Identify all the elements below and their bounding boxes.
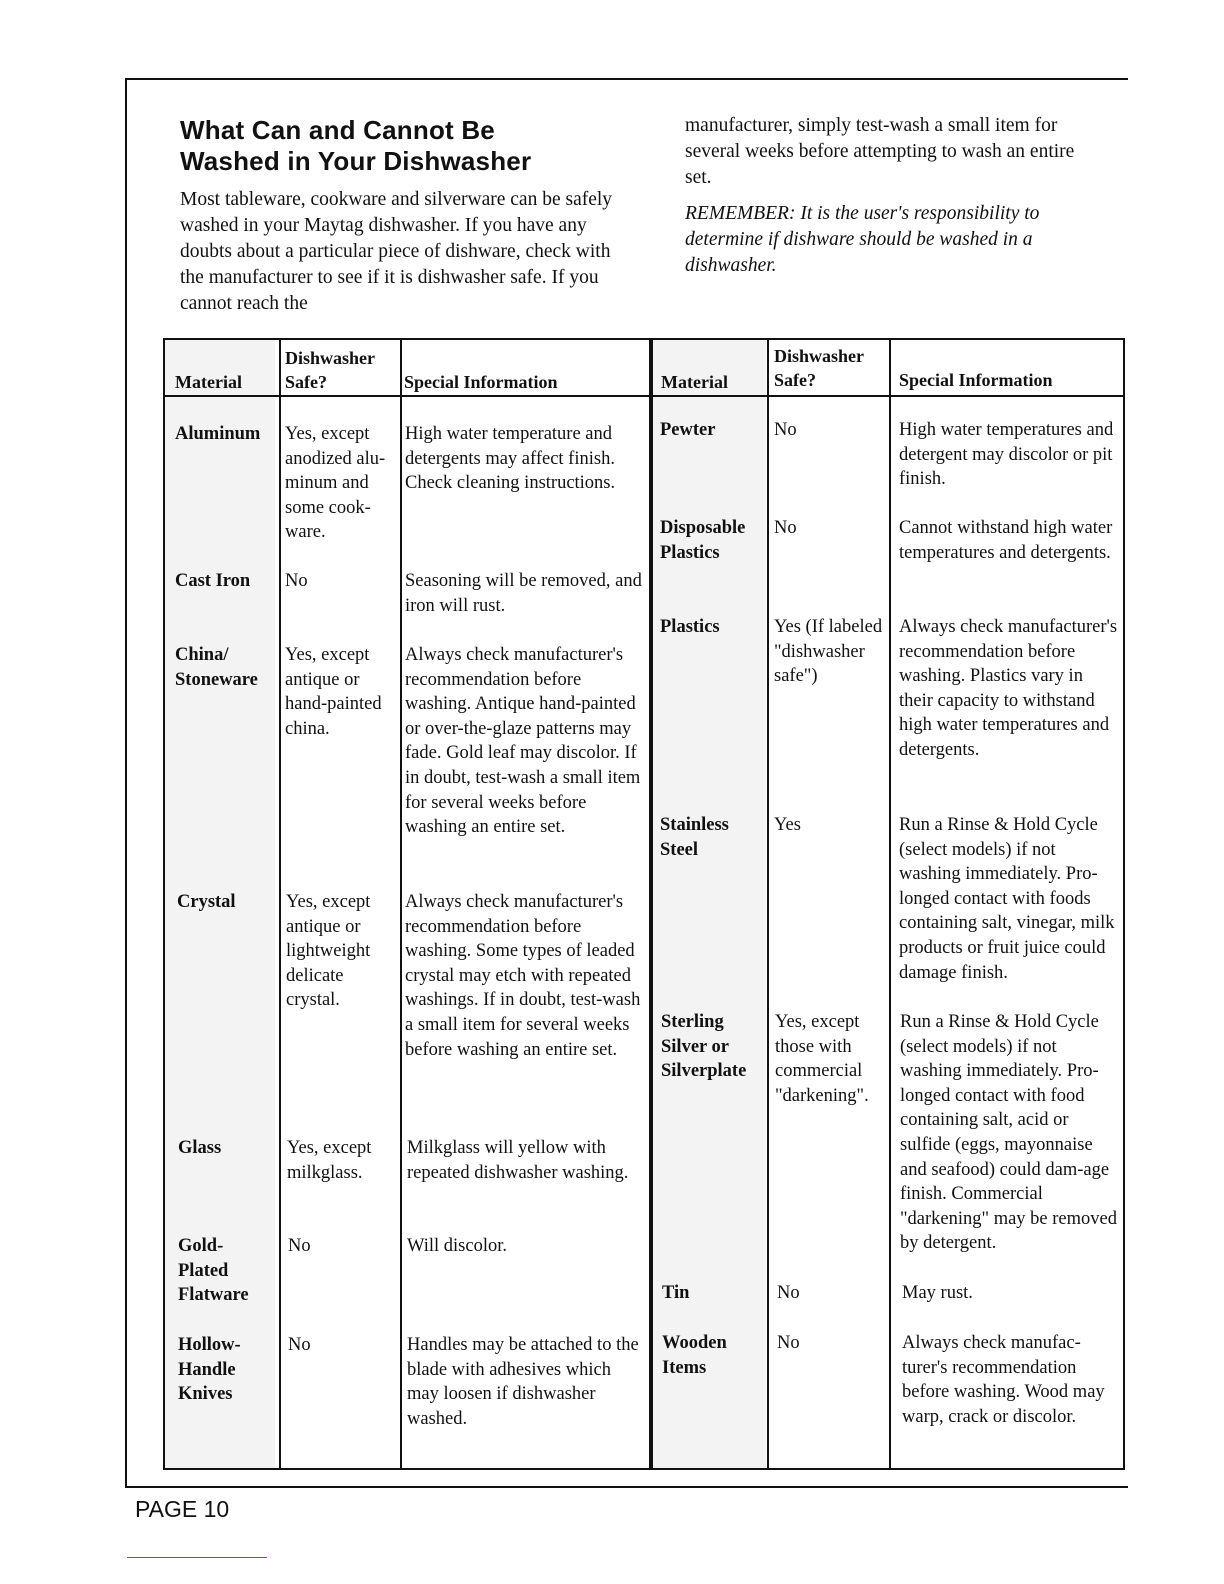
safe-tin: No [777,1283,800,1303]
header-safe-line-2: Safe? [285,372,327,392]
material-wooden-items: Wooden Items [662,1333,727,1378]
info-gold-plated-flatware: Will discolor. [407,1236,507,1256]
safe-stainless-steel: Yes [774,815,801,835]
material-sterling-silver: Sterling Silver or Silverplate [661,1012,747,1082]
page-number: PAGE 10 [135,1496,230,1522]
material-pewter: Pewter [660,420,716,440]
header-material: Material [175,372,242,392]
remember-note: REMEMBER: It is the user's responsibility to determine if dishware should be washed in a dishwasher. [685,203,1040,276]
material-cast-iron: Cast Iron [175,571,251,591]
safe-crystal: Yes, except antique or lightweight delicate crystal. [286,892,371,1011]
page-title [180,115,630,177]
header-material: Material [661,372,728,392]
safe-china-stoneware: Yes, except antique or hand-painted china. [285,645,382,739]
info-sterling-silver: Run a Rinse & Hold Cycle (select models) if not washing immediately. Pro-longed contact with food containing salt, acid or sulfide (eggs, mayonnaise and seafood) could dam-age finish. Commercial "darkening" may be removed by detergent. [900,1012,1117,1254]
center-divider [649,340,653,1468]
material-plastics: Plastics [660,617,720,637]
intro-paragraph: Most tableware, cookware and silverware can be safely washed in your Maytag dishwasher. If you have any doubts about a particular piece of dishware, check with the manufacturer to see if it is dishwasher safe. If you cannot reach the [180,189,613,314]
info-disposable-plastics: Cannot withstand high water temperatures and detergents. [899,518,1113,563]
safe-aluminum: Yes, except anodized alu-minum and some cook-ware. [285,424,386,543]
info-pewter: High water temperatures and detergent may discolor or pit finish. [899,420,1114,490]
safe-sterling-silver: Yes, except those with commercial "darkening". [775,1012,869,1106]
safe-hollow-handle-knives: No [288,1335,311,1355]
safe-wooden-items: No [777,1333,800,1353]
safe-pewter: No [774,420,797,440]
header-special-information: Special Information [899,370,1053,390]
footer-line [127,1557,267,1558]
safe-plastics: Yes (If labeled "dishwasher safe") [774,617,883,687]
column-divider [279,340,281,1468]
column-divider [400,340,402,1468]
material-tin: Tin [662,1283,690,1303]
column-divider [889,340,891,1468]
material-aluminum: Aluminum [175,424,261,444]
bottom-rule [125,1486,1128,1488]
header-dishwasher-safe [774,344,864,392]
safe-glass: Yes, except milkglass. [287,1138,372,1183]
material-gold-plated-flatware: Gold-Plated Flatware [178,1236,249,1306]
info-tin: May rust. [902,1283,973,1303]
material-stainless-steel: Stainless Steel [660,815,729,860]
material-crystal: Crystal [177,892,236,912]
intro-right-column [685,113,1105,289]
info-plastics: Always check manufacturer's recommendation before washing. Plastics vary in their capacity to withstand high water temperatures and detergents. [899,617,1118,760]
info-china-stoneware: Always check manufacturer's recommendation before washing. Antique hand-painted or over-the-glaze patterns may fade. Gold leaf may discolor. If in doubt, test-wash a small item for several weeks before washing an entire set. [405,645,641,838]
safe-disposable-plastics: No [774,518,797,538]
material-glass: Glass [178,1138,222,1158]
info-wooden-items: Always check manufac-turer's recommendation before washing. Wood may warp, crack or discolor. [902,1333,1105,1427]
material-china-stoneware: China/ Stoneware [175,645,258,690]
header-safe-line-1: Dishwasher [774,346,865,366]
info-crystal: Always check manufacturer's recommendation before washing. Some types of leaded crystal may etch with repeated washings. If in doubt, test-wash a small item for several weeks before washing an entire set. [405,892,641,1060]
safe-gold-plated-flatware: No [288,1236,311,1256]
info-hollow-handle-knives: Handles may be attached to the blade with adhesives which may loosen if dishwasher washed. [407,1335,639,1429]
info-stainless-steel: Run a Rinse & Hold Cycle (select models) if not washing immediately. Pro-longed contact with foods containing salt, vinegar, milk products or fruit juice could damage finish. [899,815,1115,983]
column-divider [767,340,769,1468]
intro-continued: manufacturer, simply test-wash a small item for several weeks before attempting to wash an entire set. [685,115,1075,188]
header-special-information: Special Information [404,372,558,392]
header-rule [165,395,1123,397]
header-dishwasher-safe [285,346,375,394]
info-glass: Milkglass will yellow with repeated dishwasher washing. [407,1138,629,1183]
title-line-1: What Can and Cannot Be [180,115,495,145]
material-hollow-handle-knives: Hollow-Handle Knives [178,1335,241,1405]
header-safe-line-1: Dishwasher [285,348,376,368]
info-cast-iron: Seasoning will be removed, and iron will rust. [405,571,642,616]
left-rule [125,78,127,1486]
safe-cast-iron: No [285,571,308,591]
header-safe-line-2: Safe? [774,370,816,390]
top-rule [125,78,1128,80]
intro-left-column [180,115,630,317]
title-line-2: Washed in Your Dishwasher [180,146,532,176]
info-aluminum: High water temperature and detergents may affect finish. Check cleaning instructions. [405,424,616,494]
materials-table [163,338,1125,1470]
material-disposable-plastics: Disposable Plastics [660,518,746,563]
